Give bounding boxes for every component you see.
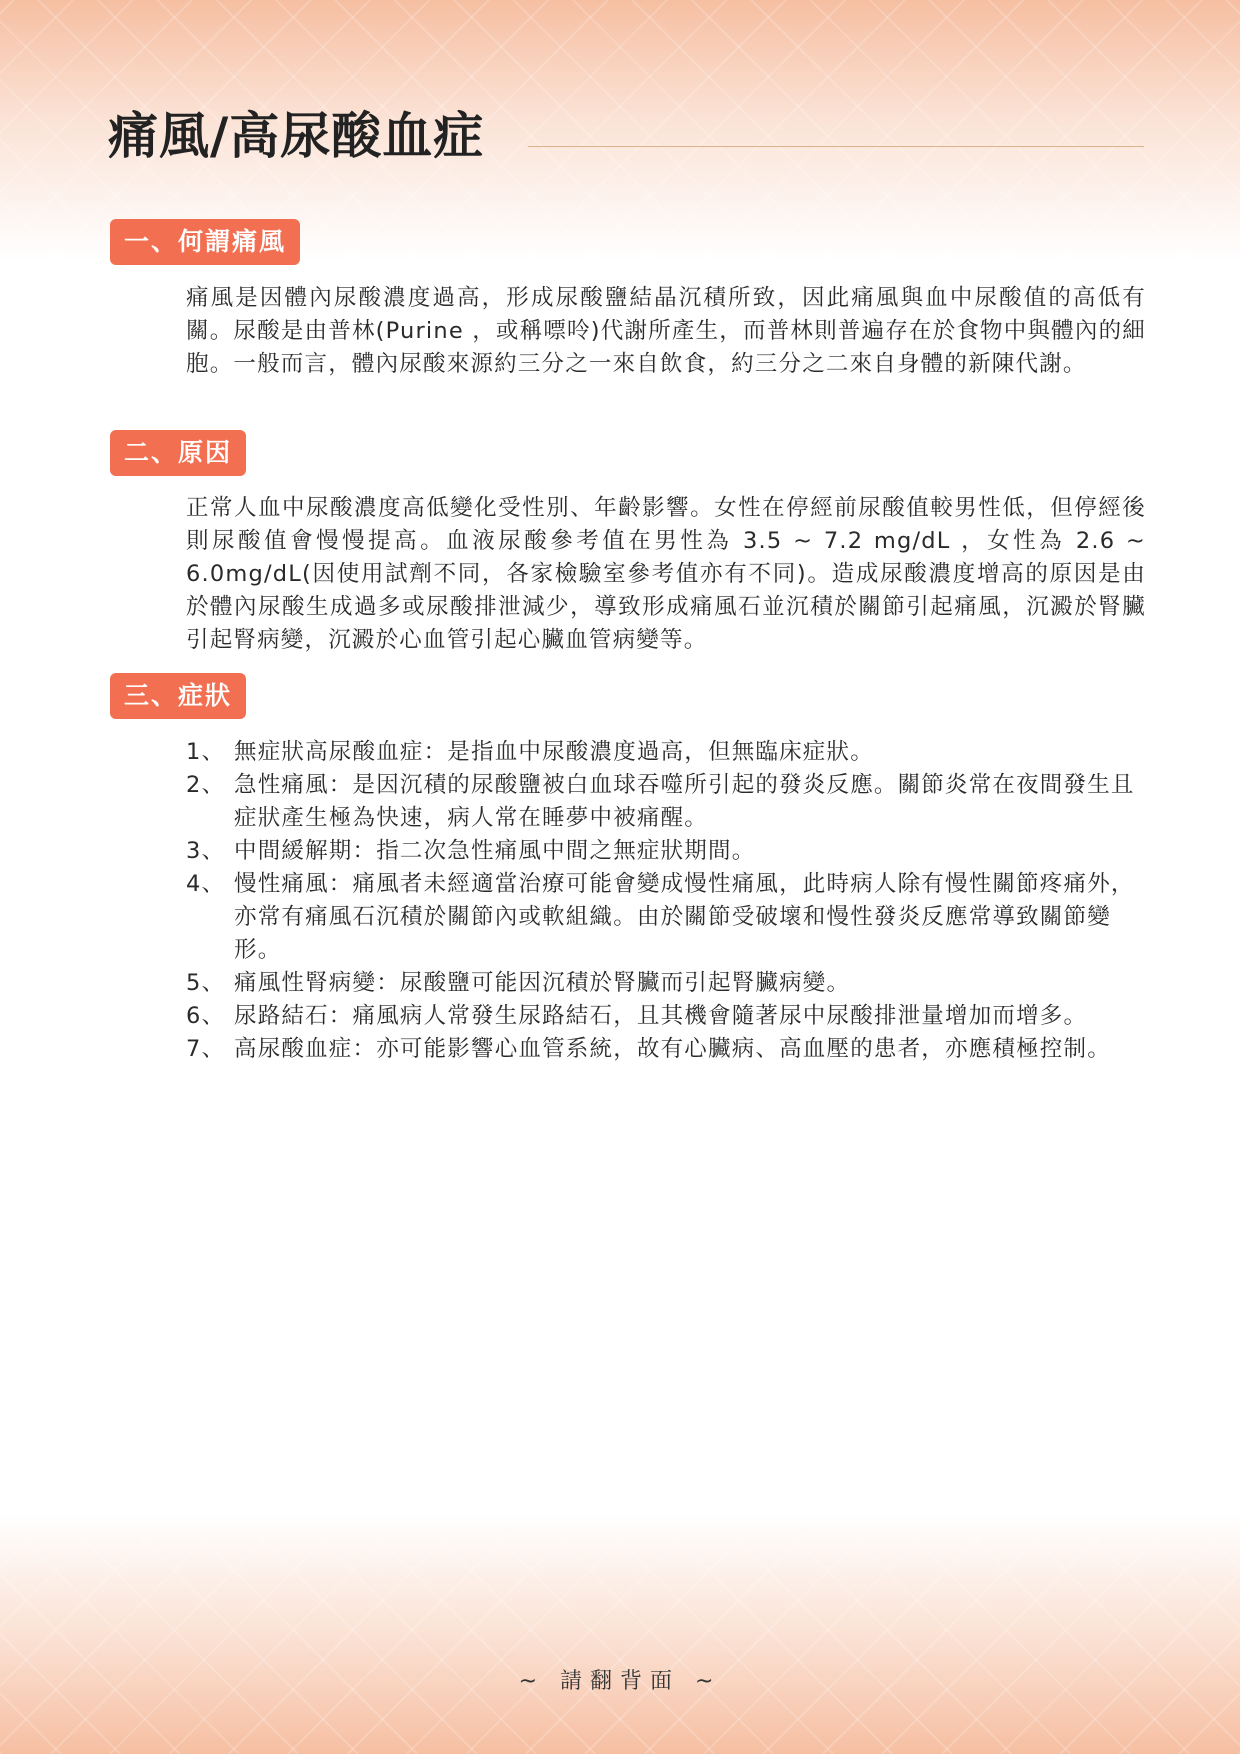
list-item-number: 3、 [186,838,226,864]
list-item [186,736,1146,769]
list-item-text: 尿路結石：痛風病人常發生尿路結石，且其機會隨著尿中尿酸排泄量增加而增多。 [234,1003,1088,1029]
section-body-what-is-gout: 痛風是因體內尿酸濃度過高，形成尿酸鹽結晶沉積所致，因此痛風與血中尿酸值的高低有關。尿酸是由普林(Purine ，或稱嘌呤)代謝所產生，而普林則普遍存在於食物中與體內的細胞。一般而言，體內尿酸來源約三分之一來自飲食，約三分之二來自身體的新陳代謝。 [186,285,1146,377]
page-title: 痛風/高尿酸血症 [108,107,485,165]
list-item-text: 無症狀高尿酸血症：是指血中尿酸濃度過高，但無臨床症狀。 [234,739,874,765]
list-item [186,967,1146,1000]
list-item [186,868,1146,967]
page-footer-turn-over: ~ 請翻背面 ~ [518,1669,722,1694]
footer-decorative-band [0,1514,1240,1754]
list-item-text: 慢性痛風：痛風者未經適當治療可能會變成慢性痛風，此時病人除有慢性關節疼痛外，亦常有痛風石沉積於關節內或軟組織。由於關節受破壞和慢性發炎反應常導致關節變形。 [234,871,1135,963]
title-divider [528,146,1144,147]
section-body-causes: 正常人血中尿酸濃度高低變化受性別、年齡影響。女性在停經前尿酸值較男性低，但停經後則尿酸值會慢慢提高。血液尿酸參考值在男性為 3.5 ~ 7.2 mg/dL ，女性為 2.6 ~ 6.0mg/dL(因使用試劑不同，各家檢驗室參考值亦有不同)。造成尿酸濃度增高的原因是由於體內尿酸生成過多或尿酸排泄減少，導致形成痛風石並沉積於關節引起痛風，沉澱於腎臟引起腎病變，沉澱於心血管引起心臟血管病變等。 [186,495,1146,653]
list-item [186,769,1146,835]
list-item [186,1033,1146,1066]
symptom-list [186,736,1146,1066]
section-heading-what-is-gout: 一、何謂痛風 [110,219,300,265]
list-item [186,1000,1146,1033]
list-item [186,835,1146,868]
list-item-number: 2、 [186,772,226,798]
list-item-text: 急性痛風：是因沉積的尿酸鹽被白血球吞噬所引起的發炎反應。關節炎常在夜間發生且症狀產生極為快速，病人常在睡夢中被痛醒。 [234,772,1135,831]
list-item-number: 1、 [186,739,226,765]
list-item-text: 痛風性腎病變：尿酸鹽可能因沉積於腎臟而引起腎臟病變。 [234,970,851,996]
list-item-text: 高尿酸血症：亦可能影響心血管系統，故有心臟病、高血壓的患者，亦應積極控制。 [234,1036,1111,1062]
list-item-number: 7、 [186,1036,226,1062]
list-item-number: 4、 [186,871,226,897]
section-heading-symptoms: 三、症狀 [110,673,246,719]
list-item-number: 6、 [186,1003,226,1029]
list-item-number: 5、 [186,970,226,996]
list-item-text: 中間緩解期：指二次急性痛風中間之無症狀期間。 [234,838,756,864]
section-heading-causes: 二、原因 [110,430,246,476]
